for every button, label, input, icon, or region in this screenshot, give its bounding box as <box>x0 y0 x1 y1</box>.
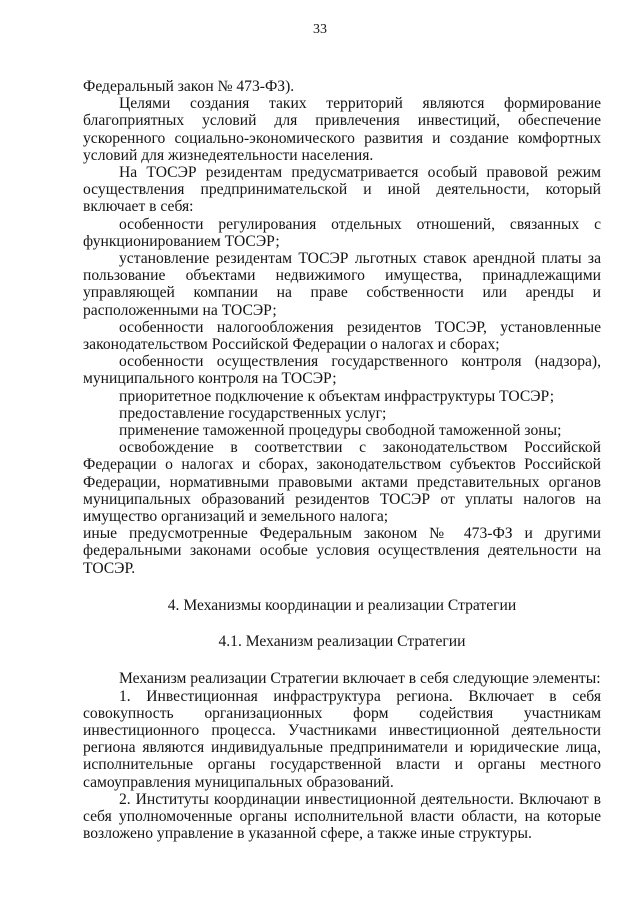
list-item: установление резидентам ТОСЭР льготных ставок арендной платы за пользование объектами недвижимого имущества, принадлежащими управляющей компании на праве собственности или аренды и расположенными на ТОСЭР; <box>83 250 601 319</box>
list-item: приоритетное подключение к объектам инфраструктуры ТОСЭР; <box>119 387 555 405</box>
section-heading: 4. Механизмы координации и реализации Стратегии <box>167 596 517 614</box>
list-item: особенности налогообложения резидентов ТОСЭР, установленные законодательством Российской Федерации о налогах и сборах; <box>83 318 601 354</box>
numbered-item: 1. Инвестиционная инфраструктура региона. Включает в себя совокупность организационных форм содействия участникам инвестиционного процесса. Участниками инвестиционной деятельности региона являются индивидуальные предприниматели и юридические лица, исполнительные органы государственной власти и органы местного самоуправления муниципальных образований. <box>83 687 601 791</box>
list-item: освобождение в соответствии с законодательством Российской Федерации о налогах и сборах, законодательством субъектов Российской Федерации, нормативными правовыми актами представительных органов муниципальных образований резидентов ТОСЭР от уплаты налогов на имущество организаций и земельного налога; <box>83 439 601 526</box>
paragraph: Целями создания таких территорий являются формирование благоприятных условий для привлечения инвестиций, обеспечение ускоренного социально-экономического развития и создание комфортных условий для жизнедеятельности населения. <box>83 95 601 164</box>
list-item: особенности осуществления государственного контроля (надзора), муниципального контроля на ТОСЭР; <box>83 353 601 388</box>
list-item: предоставление государственных услуг; <box>119 404 387 422</box>
list-item: применение таможенной процедуры свободной таможенной зоны; <box>119 422 562 440</box>
list-item: иные предусмотренные Федеральным законом № 473-ФЗ и другими федеральными законами особые условия осуществления деятельности на ТОСЭР. <box>83 525 601 577</box>
document-body <box>83 78 601 842</box>
subsection-heading: 4.1. Механизм реализации Стратегии <box>218 633 466 651</box>
page-number: 33 <box>313 22 327 37</box>
paragraph: Механизм реализации Стратегии включает в себя следующие элементы: <box>119 670 601 688</box>
paragraph: На ТОСЭР резидентам предусматривается особый правовой режим осуществления предпринимательской и иной деятельности, который включает в себя: <box>83 164 601 216</box>
list-item: особенности регулирования отдельных отношений, связанных с функционированием ТОСЭР; <box>83 215 601 250</box>
numbered-item: 2. Институты координации инвестиционной деятельности. Включают в себя уполномоченные органы исполнительной власти области, на которые возложено управление в указанной сфере, а также иные структуры. <box>83 790 601 843</box>
paragraph: Федеральный закон № 473-ФЗ). <box>83 78 295 95</box>
